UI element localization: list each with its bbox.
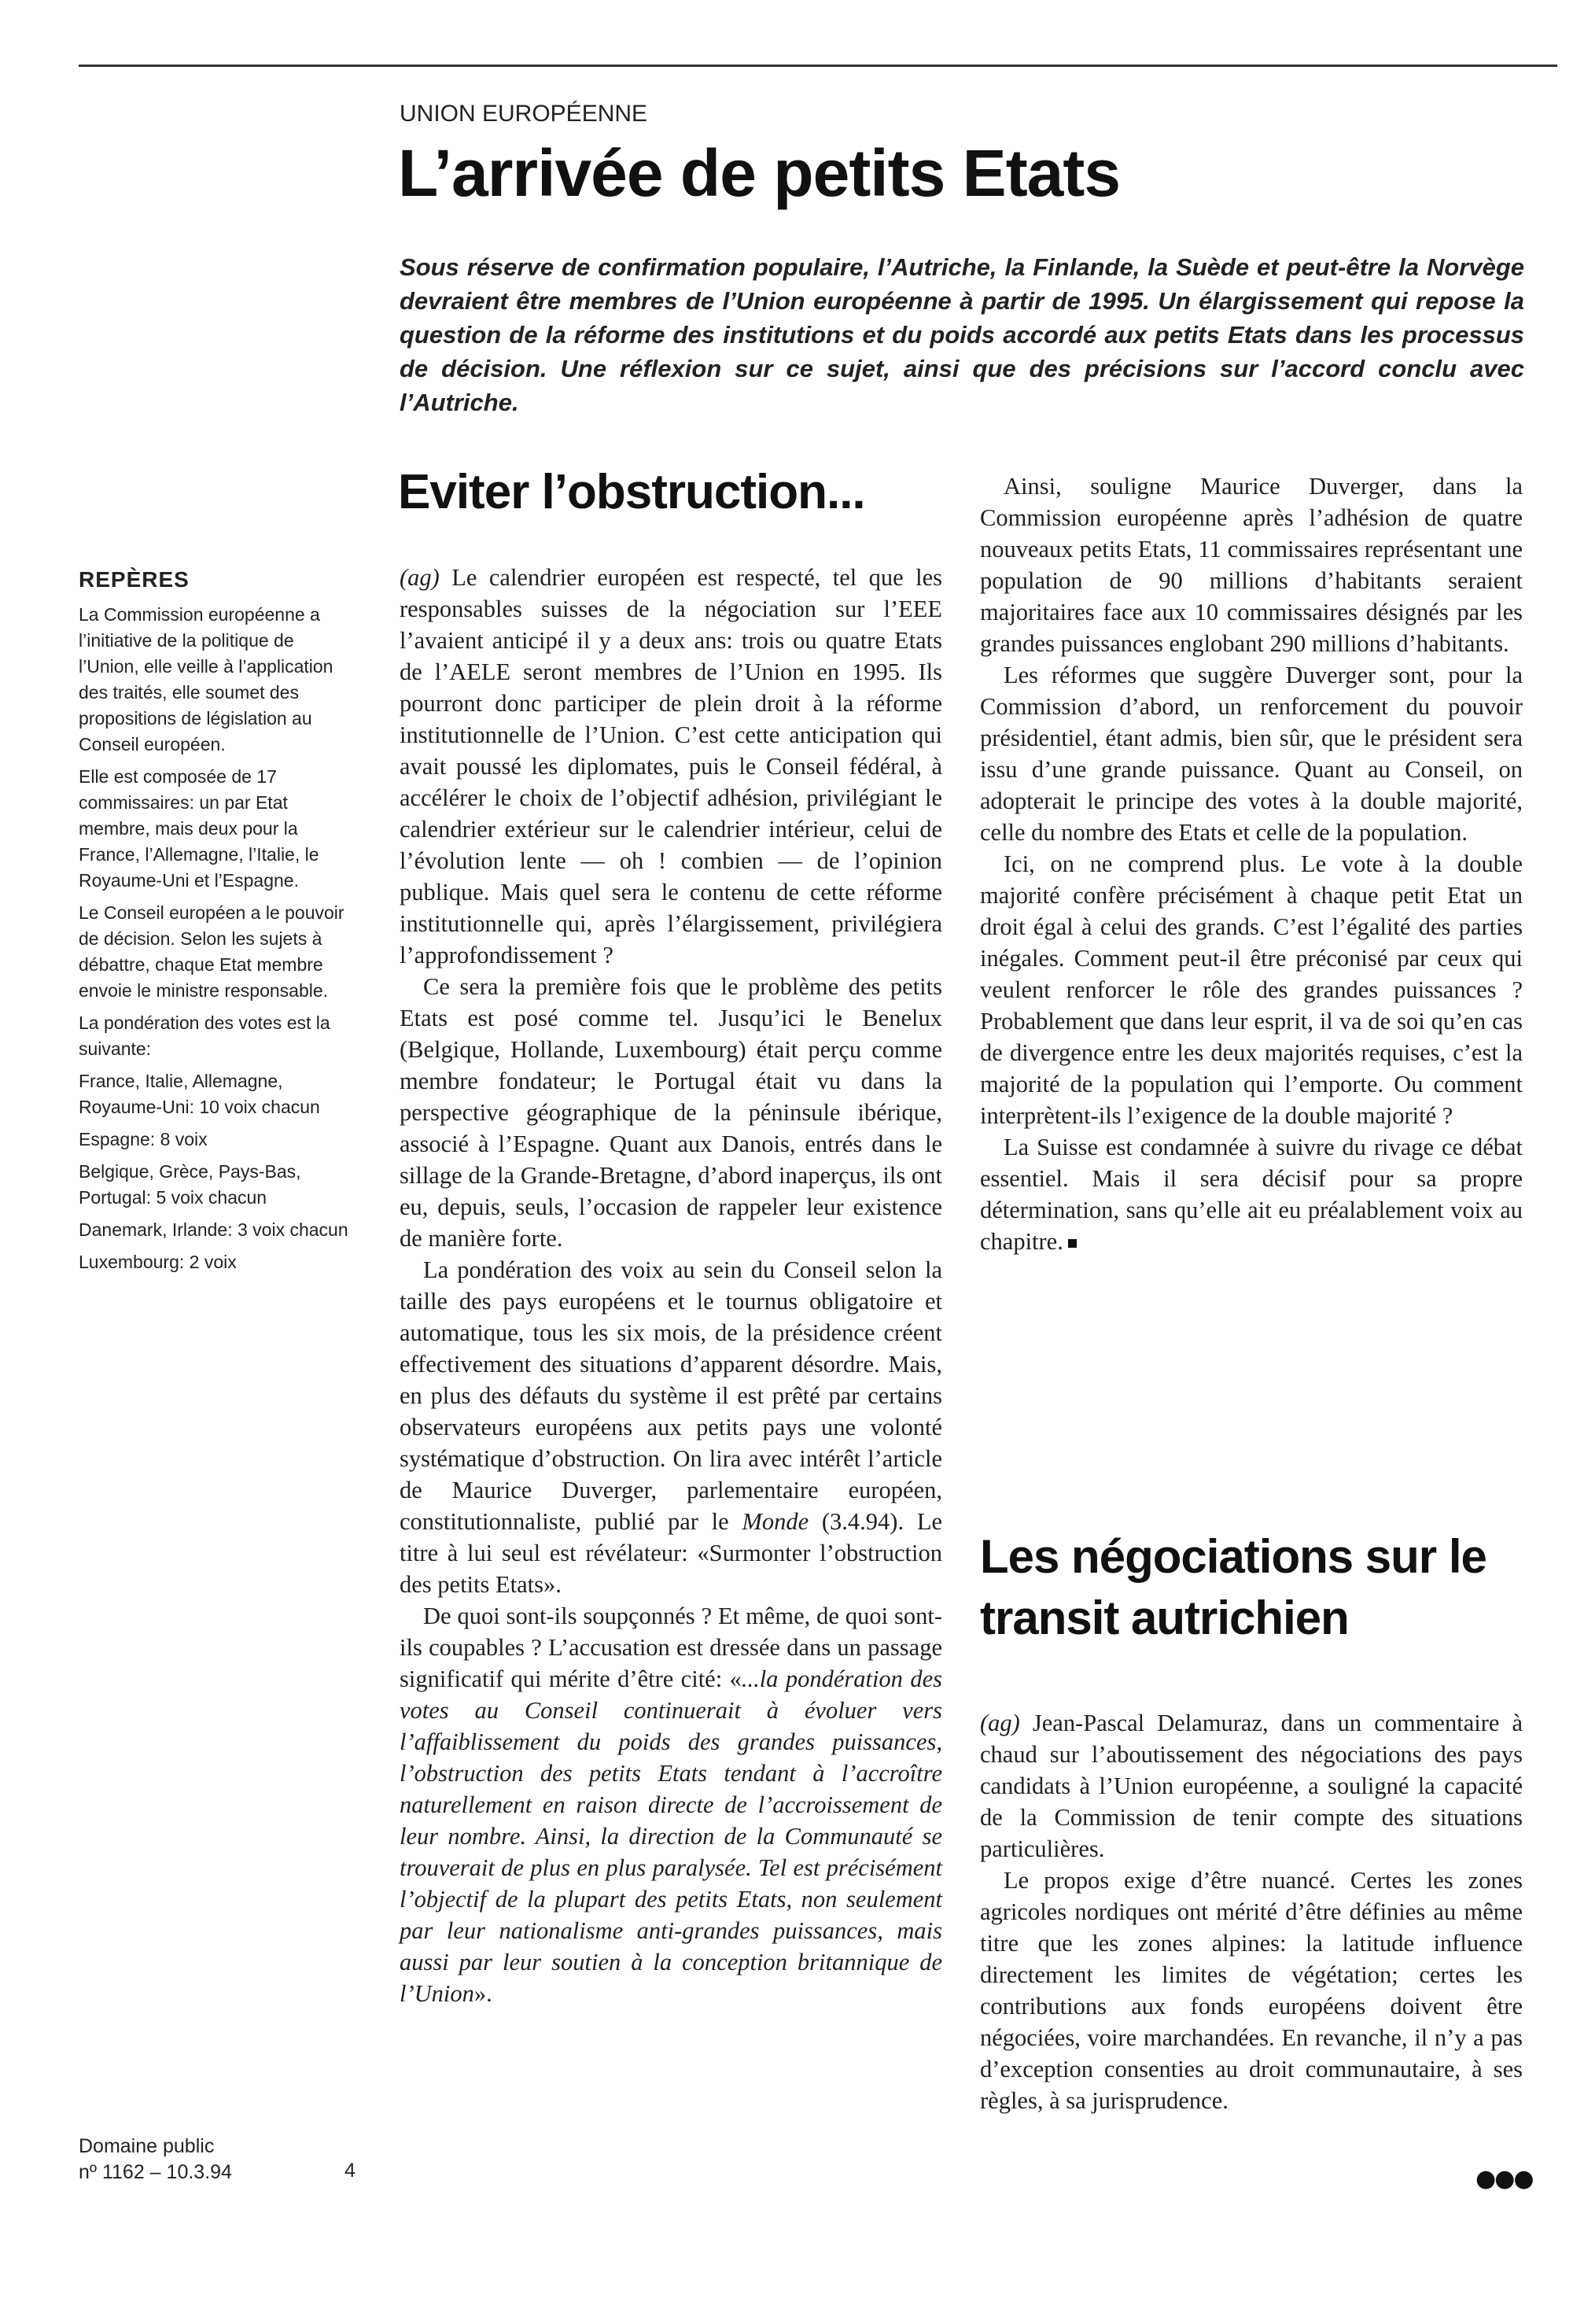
issue-number: nº 1162 – 10.3.94: [79, 2161, 232, 2183]
publication-footer: [79, 2134, 232, 2186]
journal-name: Monde: [742, 1508, 809, 1535]
top-rule: [79, 65, 1557, 67]
sidebar-item: Danemark, Irlande: 3 voix chacun: [79, 1219, 348, 1240]
sidebar-item: La Commission européenne a l’initiative de la politique de l’Union, elle veille à l’application des traités, elle soumet des propositions de législation au Conseil européen.: [79, 604, 333, 754]
continued-marker: ●●●: [1475, 2165, 1533, 2193]
article2-paragraph: Le propos exige d’être nuancé. Certes les zones agricoles nordiques ont mérité d’être définies au même titre que les zones alpines: la latitude influence directement les limites de végétation; certes les contributions aux fonds européens doivent être négociées, voire marchandées. En revanche, il n’y a pas d’exception consenties au droit communautaire, à ses règles, à sa jurisprudence.: [980, 1867, 1523, 2114]
sidebar-item: Luxembourg: 2 voix: [79, 1252, 237, 1272]
sidebar-item: Elle est composée de 17 commissaires: un par Etat membre, mais deux pour la France, l’Allemagne, l’Italie, le Royaume-Uni et l’Espagne.: [79, 766, 319, 891]
article1-paragraph: De quoi sont-ils soupçonnés ? Et même, de quoi sont-ils coupables ? L’accusation est dressée dans un passage significatif qui mérite d’être cité: «...la pondération des votes au Conseil continuerait à évoluer vers l’affaiblissement du poids des grandes puissances, l’obstruction des petits Etats tendant à l’accroître naturellement en raison directe de l’accroissement de leur nombre. Ainsi, la direction de la Communauté se trouverait de plus en plus paralysée. Tel est précisément l’objectif de la plupart des petits Etats, non seulement par leur nationalisme anti-grandes puissances, mais aussi par leur soutien à la conception britannique de l’Union».: [400, 1603, 942, 2007]
article1-paragraph: La Suisse est condamnée à suivre du rivage ce débat essentiel. Mais il sera décisif pour sa propre détermination, sans qu’elle ait eu préalablement voix au chapitre.: [980, 1134, 1523, 1255]
article1-column-1: [400, 562, 942, 2009]
end-of-article-mark: [1068, 1239, 1077, 1248]
page-number: 4: [344, 2160, 355, 2182]
article2-column: [980, 1707, 1523, 2116]
article1-paragraph: Ce sera la première fois que le problème des petits Etats est posé comme tel. Jusqu’ici le Benelux (Belgique, Hollande, Luxembourg) était perçu comme membre fondateur; le Portugal était vu dans la perspective géographique de la péninsule ibérique, associé à l’Espagne. Quant aux Danois, entrés dans le sillage de la Grande-Bretagne, d’abord inaperçus, ils ont eu, depuis, seuls, l’occasion de rappeler leur existence de manière forte.: [400, 973, 942, 1252]
sidebar-item: Belgique, Grèce, Pays-Bas, Portugal: 5 voix chacun: [79, 1161, 301, 1208]
author-tag: (ag): [400, 564, 440, 591]
reperes-sidebar: [79, 566, 354, 1282]
page-title: L’arrivée de petits Etats: [398, 136, 1121, 210]
article1-column-2: [980, 470, 1523, 1257]
article2-paragraph: (ag) Jean-Pascal Delamuraz, dans un commentaire à chaud sur l’aboutissement des négociations des pays candidats à l’Union européenne, a souligné la capacité de la Commission de tenir compte des situations particulières.: [980, 1710, 1523, 1862]
article1-paragraph: La pondération des voix au sein du Conseil selon la taille des pays européens et le tournus obligatoire et automatique, tous les six mois, de la présidence créent effectivement des situations d’apparent désordre. Mais, en plus des défauts du système il est prêté par certains observateurs européens aux petits pays une volonté systématique d’obstruction. On lira avec intérêt l’article de Maurice Duverger, parlementaire européen, constitutionnaliste, publié par le Monde (3.4.94). Le titre à lui seul est révélateur: «Surmonter l’obstruction des petits Etats».: [400, 1256, 942, 1598]
sidebar-item: Le Conseil européen a le pouvoir de décision. Selon les sujets à débattre, chaque Etat membre envoie le ministre responsable.: [79, 902, 344, 1001]
publication-name: Domaine public: [79, 2135, 215, 2157]
article1-paragraph: Ainsi, souligne Maurice Duverger, dans la Commission européenne après l’adhésion de quatre nouveaux petits Etats, 11 commissaires représentant une population de 90 millions d’habitants seraient majoritaires face aux 10 commissaires désignés par les grandes puissances englobant 290 millions d’habitants.: [980, 473, 1523, 657]
sidebar-item: Espagne: 8 voix: [79, 1129, 208, 1149]
lead-paragraph: Sous réserve de confirmation populaire, l’Autriche, la Finlande, la Suède et peut-être la Norvège devraient être membres de l’Union européenne à partir de 1995. Un élargissement qui repose la question de la réforme des institutions et du poids accordé aux petits Etats dans les processus de décision. Une réflexion sur ce sujet, ainsi que des précisions sur l’accord conclu avec l’Autriche.: [400, 253, 1524, 416]
sidebar-item: La pondération des votes est la suivante:: [79, 1013, 330, 1059]
sidebar-item: France, Italie, Allemagne, Royaume-Uni: 10 voix chacun: [79, 1071, 320, 1117]
article2-heading: Les négociations sur le transit autrichien: [980, 1530, 1486, 1644]
section-kicker: UNION EUROPÉENNE: [400, 101, 648, 127]
sidebar-heading: REPÈRES: [79, 567, 190, 592]
article1-paragraph: Ici, on ne comprend plus. Le vote à la double majorité confère précisément à chaque petit Etat un droit égal à celui des grands. C’est l’égalité des parties inégales. Comment peut-il être préconisé par ceux qui veulent renforcer le rôle des grandes puissances ? Probablement que dans leur esprit, il va de soi qu’en cas de divergence entre les deux majorités requises, c’est la majorité de la population qui l’emporte. Ou comment interprètent-ils l’exigence de la double majorité ?: [980, 850, 1523, 1129]
article1-paragraph: Les réformes que suggère Duverger sont, pour la Commission d’abord, un renforcement du pouvoir présidentiel, étant admis, bien sûr, que le président sera issu d’une grande puissance. Quant au Conseil, on adopterait le principe des votes à la double majorité, celle du nombre des Etats et celle de la population.: [980, 662, 1523, 846]
author-tag: (ag): [980, 1710, 1020, 1736]
quotation: ...la pondération des votes au Conseil continuerait à évoluer vers l’affaiblissement du poids des grandes puissances, l’obstruction des petits Etats tendant à l’accroître naturellement en raison directe de l’accroissement de leur nombre. Ainsi, la direction de la Communauté se trouverait de plus en plus paralysée. Tel est précisément l’objectif de la plupart des petits Etats, non seulement par leur nationalisme anti-grandes puissances, mais aussi par leur soutien à la conception britannique de l’Union: [400, 1666, 942, 2007]
article1-heading: Eviter l’obstruction...: [398, 465, 865, 519]
article1-paragraph: (ag) Le calendrier européen est respecté, tel que les responsables suisses de la négociation sur l’EEE l’avaient anticipé il y a deux ans: trois ou quatre Etats de l’AELE seront membres de l’Union en 1995. Ils pourront donc participer de plein droit à la réforme institutionnelle de l’Union. C’est cette anticipation qui avait poussé les diplomates, puis le Conseil fédéral, à accélérer le choix de l’objectif adhésion, privilégiant le calendrier extérieur sur le calendrier intérieur, celui de l’évolution lente — oh ! combien — de l’opinion publique. Mais quel sera le contenu de cette réforme institutionnelle qui, après l’élargissement, privilégiera l’approfondissement ?: [400, 564, 942, 968]
